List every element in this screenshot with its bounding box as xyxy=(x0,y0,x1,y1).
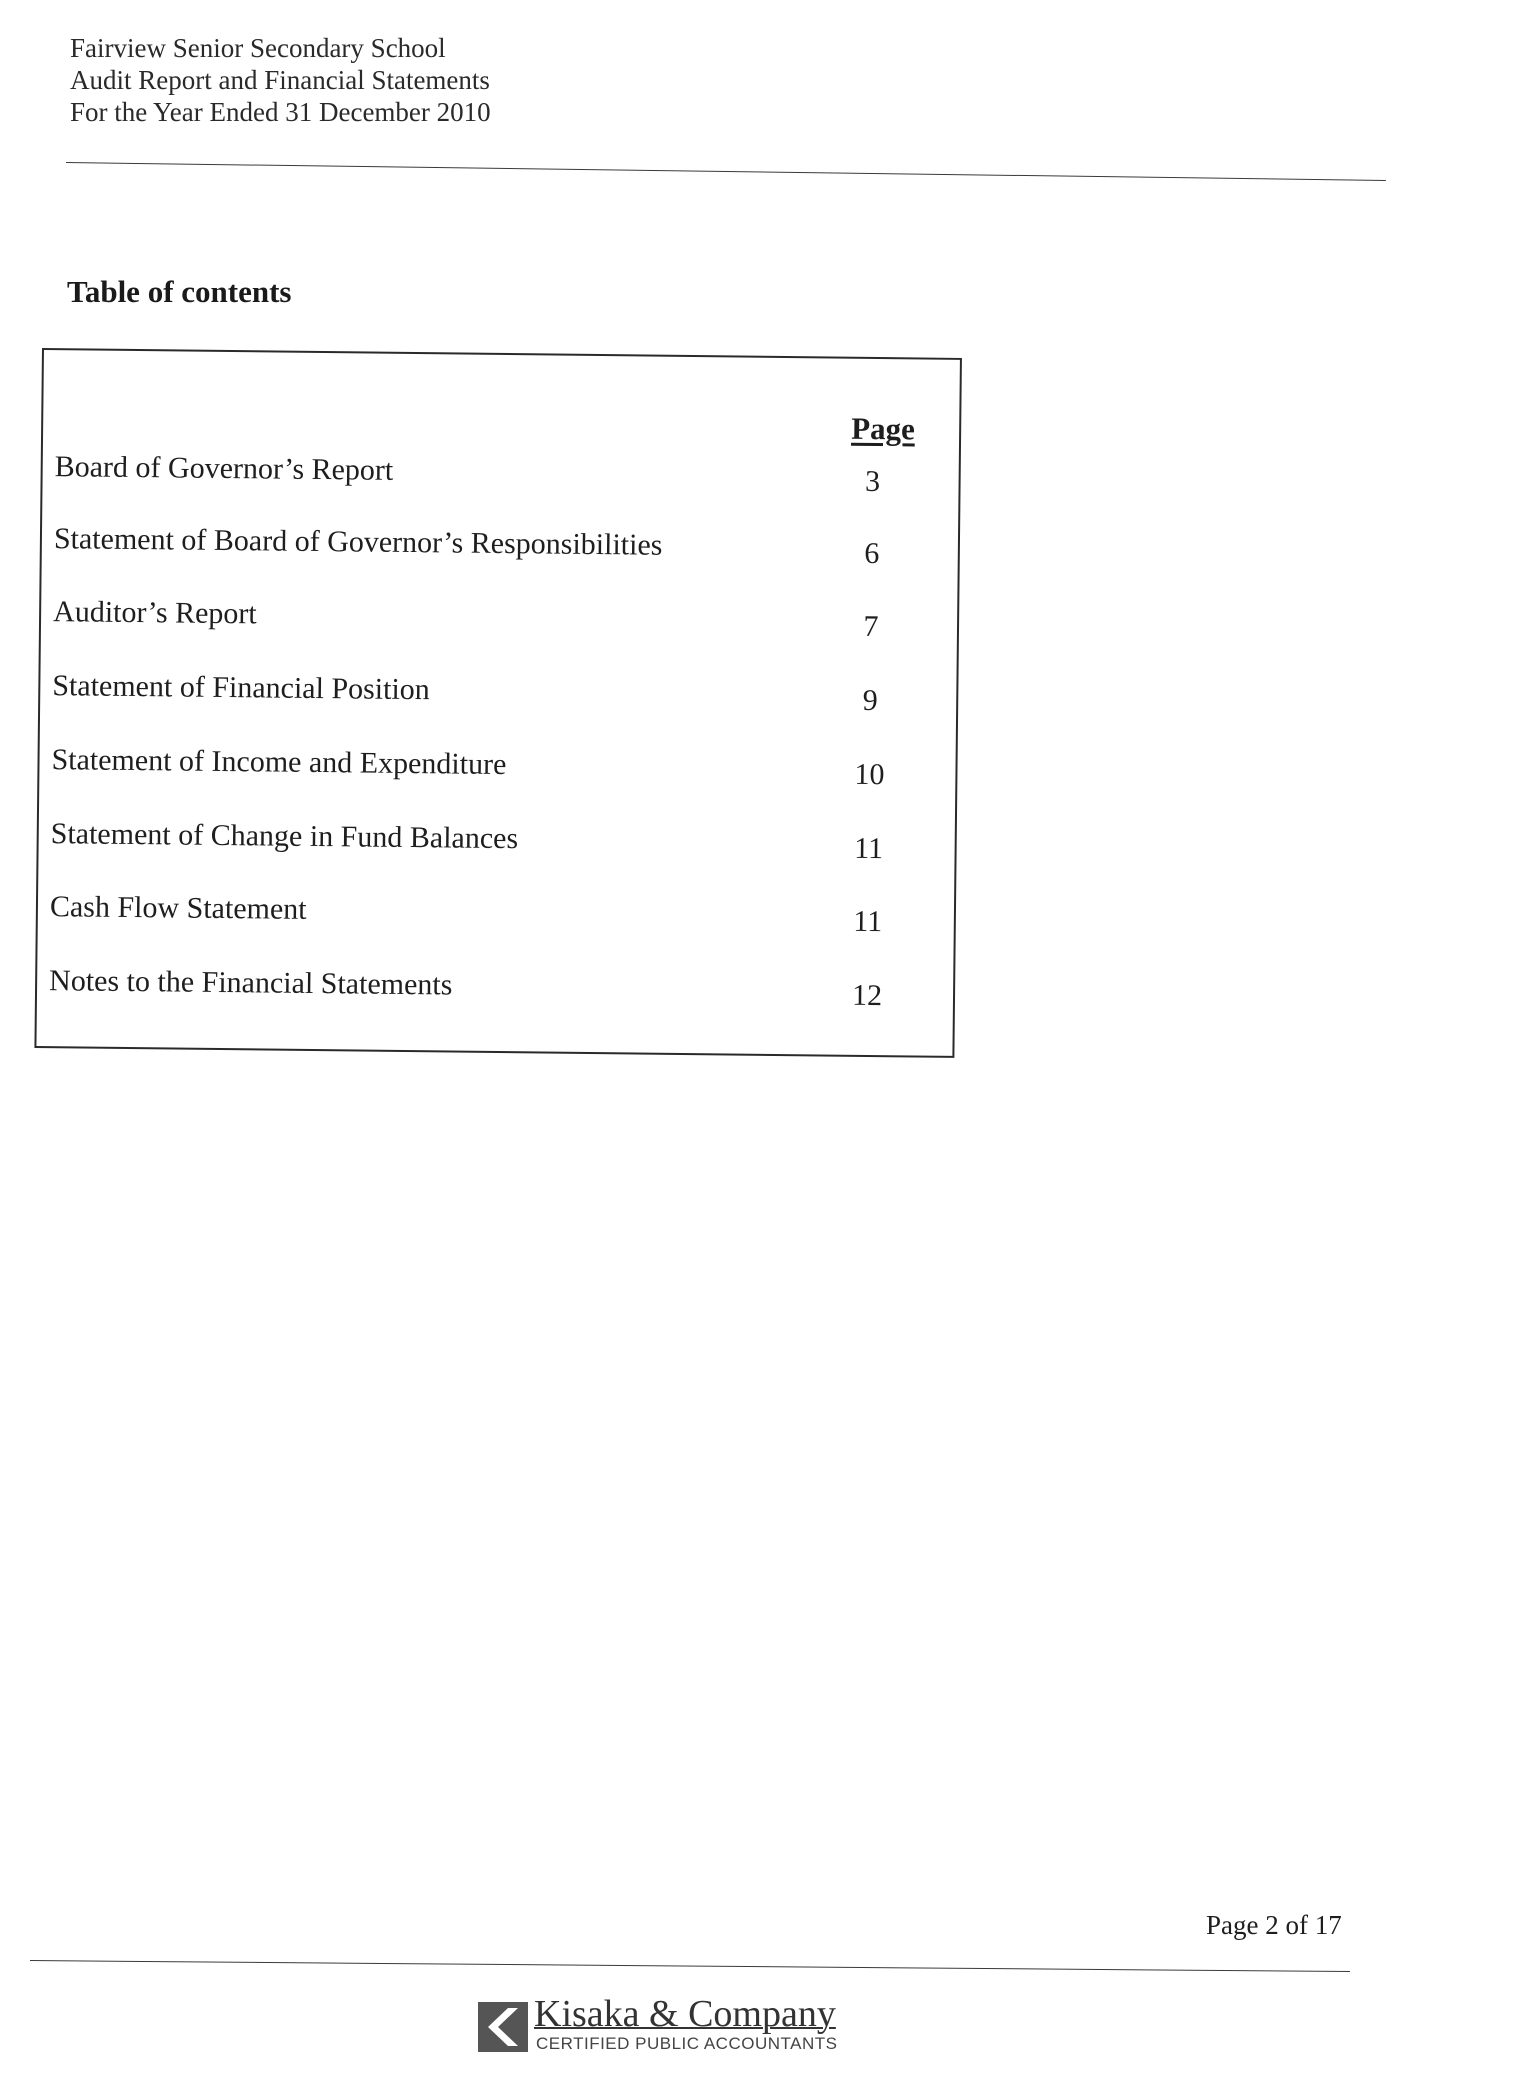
toc-row xyxy=(38,817,954,867)
toc-entry-label: Notes to the Financial Statements xyxy=(48,964,453,1002)
toc-entry-label: Cash Flow Statement xyxy=(49,890,307,926)
toc-entry-label: Board of Governor’s Report xyxy=(54,450,394,487)
toc-entry-page: 11 xyxy=(854,831,884,866)
toc-entry-label: Statement of Income and Expenditure xyxy=(51,743,507,782)
firm-tagline: CERTIFIED PUBLIC ACCOUNTANTS xyxy=(536,2034,838,2053)
firm-logo xyxy=(478,1993,908,2058)
footer-divider xyxy=(30,1960,1350,1972)
toc-title: Table of contents xyxy=(67,274,292,309)
document-header xyxy=(70,32,491,128)
page-number: Page 2 of 17 xyxy=(1206,1910,1342,1940)
toc-entry-label: Statement of Financial Position xyxy=(52,669,430,707)
toc-row xyxy=(41,595,957,645)
toc-row xyxy=(42,522,958,572)
toc-entry-page: 6 xyxy=(864,536,880,571)
report-title: Audit Report and Financial Statements xyxy=(70,65,490,95)
toc-entry-page: 11 xyxy=(853,904,883,939)
toc-row xyxy=(42,450,958,500)
toc-row xyxy=(40,669,956,719)
firm-name: Kisaka & Company xyxy=(534,1993,836,2035)
toc-row xyxy=(37,964,953,1014)
school-name: Fairview Senior Secondary School xyxy=(70,33,446,63)
toc-row xyxy=(39,743,955,793)
header-divider xyxy=(66,162,1386,181)
toc-table xyxy=(34,348,962,1058)
toc-entry-page: 12 xyxy=(851,978,883,1013)
toc-entry-page: 3 xyxy=(864,464,881,499)
toc-entry-label: Auditor’s Report xyxy=(52,595,257,631)
toc-row xyxy=(38,890,954,940)
toc-entry-label: Statement of Change in Fund Balances xyxy=(50,817,519,856)
toc-entry-page: 9 xyxy=(862,683,878,718)
toc-entry-page: 7 xyxy=(863,609,879,644)
toc-entry-page: 10 xyxy=(854,757,885,792)
firm-logo-icon xyxy=(478,2002,528,2052)
page-column-header: Page xyxy=(850,410,916,447)
toc-entry-label: Statement of Board of Governor’s Responsibilities xyxy=(53,522,663,562)
report-period: For the Year Ended 31 December 2010 xyxy=(70,97,491,127)
